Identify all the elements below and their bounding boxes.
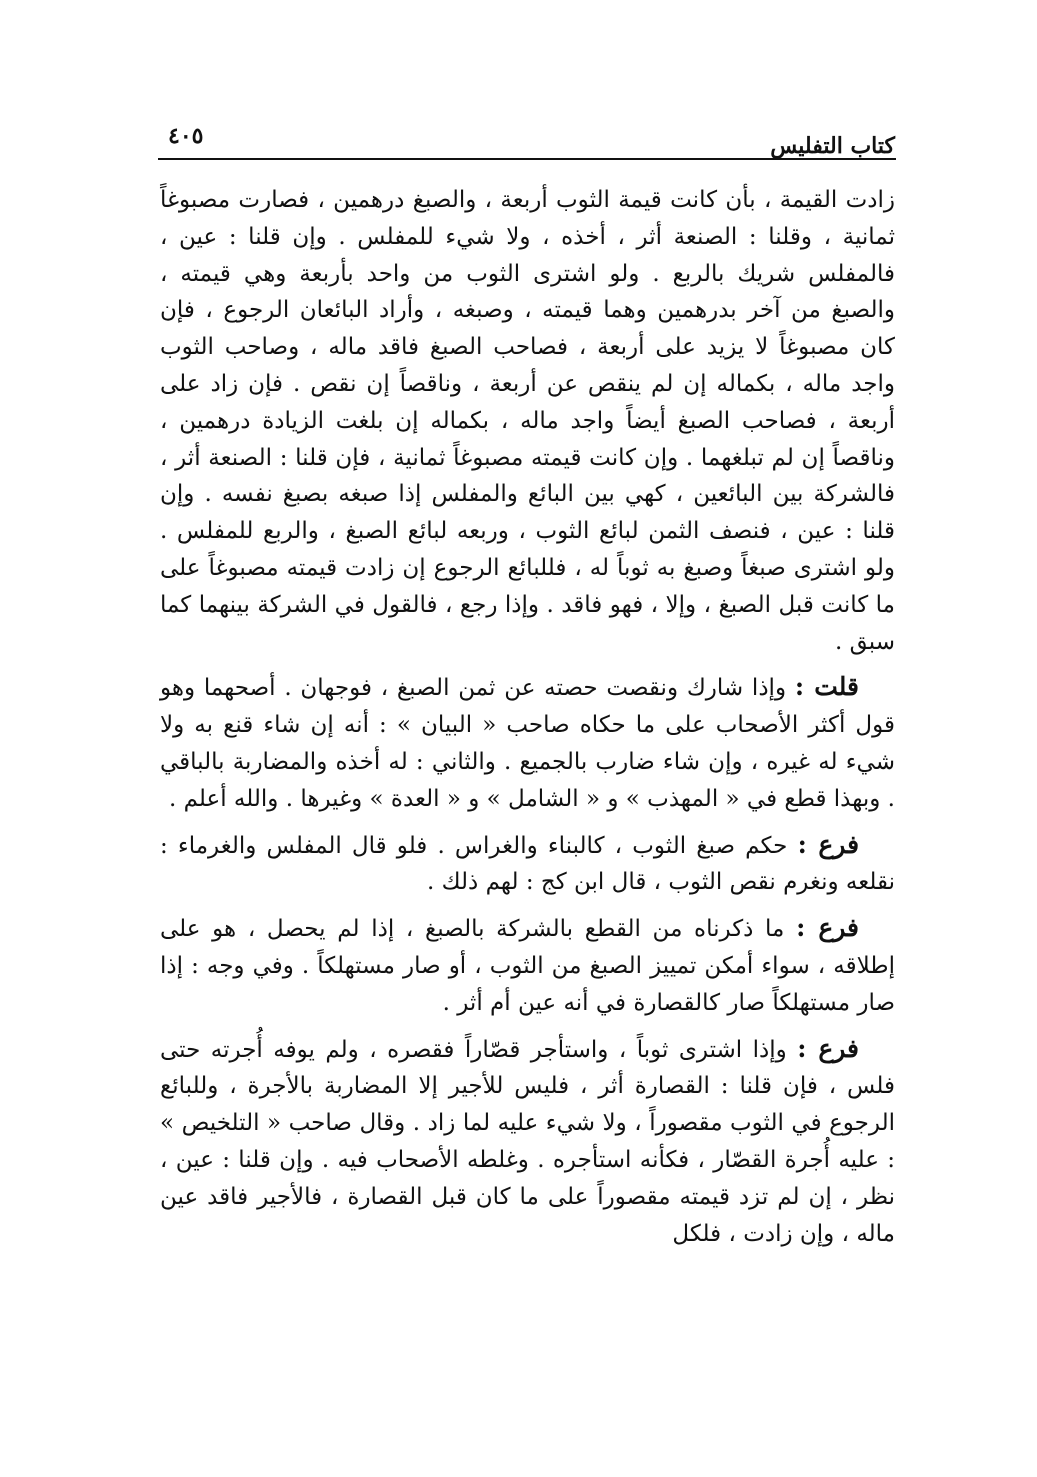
paragraph-2 xyxy=(160,669,895,817)
paragraph-4-lead: فرع : xyxy=(796,913,860,943)
paragraph-3 xyxy=(160,827,895,902)
body-text xyxy=(160,182,895,1261)
paragraph-1-text: زادت القيمة ، بأن كانت قيمة الثوب أربعة ، والصبغ درهمين ، فصارت مصبوغاً ثمانية ، وقلنا : الصنعة أثر ، أخذه ، ولا شيء للمفلس . وإن قلنا : عين ، فالمفلس شريك بالربع . ولو اشترى الثوب من واحد بأربعة وهي قيمته ، والصبغ من آخر بدرهمين وهما قيمته ، وصبغه ، وأراد البائعان الرجوع ، فإن كان مصبوغاً لا يزيد على أربعة ، فصاحب الصبغ فاقد ماله ، وصاحب الثوب واجد ماله ، بكماله إن لم ينقص عن أربعة ، وناقصاً إن نقص . فإن زاد على أربعة ، فصاحب الصبغ أيضاً واجد ماله ، بكماله إن بلغت الزيادة درهمين ، وناقصاً إن لم تبلغهما . وإن كانت قيمته مصبوغاً ثمانية ، فإن قلنا : الصنعة أثر ، فالشركة بين البائعين ، كهي بين البائع والمفلس إذا صبغه بصبغ نفسه . وإن قلنا : عين ، فنصف الثمن لبائع الثوب ، وربعه لبائع الصبغ ، والربع للمفلس . ولو اشترى صبغاً وصبغ به ثوباً له ، فللبائع الرجوع إن زادت قيمته مصبوغاً على ما كانت قبل الصبغ ، وإلا ، فهو فاقد . وإذا رجع ، فالقول في الشركة بينهما كما سبق . xyxy=(160,187,895,655)
paragraph-2-lead: قلت : xyxy=(794,672,859,702)
running-header xyxy=(160,118,895,162)
page-number: ٤٠٥ xyxy=(168,123,204,149)
paragraph-4 xyxy=(160,910,895,1021)
book-title: كتاب التفليس xyxy=(770,133,895,159)
paragraph-5 xyxy=(160,1031,895,1253)
paragraph-5-lead: فرع : xyxy=(797,1033,860,1063)
paragraph-5-text: وإذا اشترى ثوباً ، واستأجر قصّاراً فقصره ، ولم يوفه أُجرته حتى فلس ، فإن قلنا : القصارة أثر ، فليس للأجير إلا المضاربة بالأجرة ، وللبائع الرجوع في الثوب مقصوراً ، ولا شيء عليه لما زاد . وقال صاحب « التلخيص » : عليه أُجرة القصّار ، فكأنه استأجره . وغلطه الأصحاب فيه . وإن قلنا : عين ، نظر ، إن لم تزد قيمته مقصوراً على ما كان قبل القصارة ، فالأجير فاقد عين ماله ، وإن زادت ، فلكل xyxy=(160,1036,895,1247)
paragraph-2-text: وإذا شارك ونقصت حصته عن ثمن الصبغ ، فوجهان . أصحهما وهو قول أكثر الأصحاب على ما حكاه صاحب « البيان » : أنه إن شاء قنع به ولا شيء له غيره ، وإن شاء ضارب بالجميع . والثاني : له أخذه والمضاربة بالباقي . وبهذا قطع في « المهذب » و « الشامل » و « العدة » وغيرها . والله أعلم . xyxy=(160,675,895,812)
paragraph-1 xyxy=(160,182,895,660)
paragraph-3-lead: فرع : xyxy=(797,829,860,859)
paragraph-4-text: ما ذكرناه من القطع بالشركة بالصبغ ، إذا لم يحصل ، هو على إطلاقه ، سواء أمكن تمييز الصبغ من الثوب ، أو صار مستهلكاً . وفي وجه : إذا صار مستهلكاً صار كالقصارة في أنه عين أم أثر . xyxy=(160,916,895,1016)
paragraph-3-text: حكم صبغ الثوب ، كالبناء والغراس . فلو قال المفلس والغرماء : نقلعه ونغرم نقص الثوب ، قال ابن كج : لهم ذلك . xyxy=(160,832,895,896)
header-divider xyxy=(158,158,896,160)
